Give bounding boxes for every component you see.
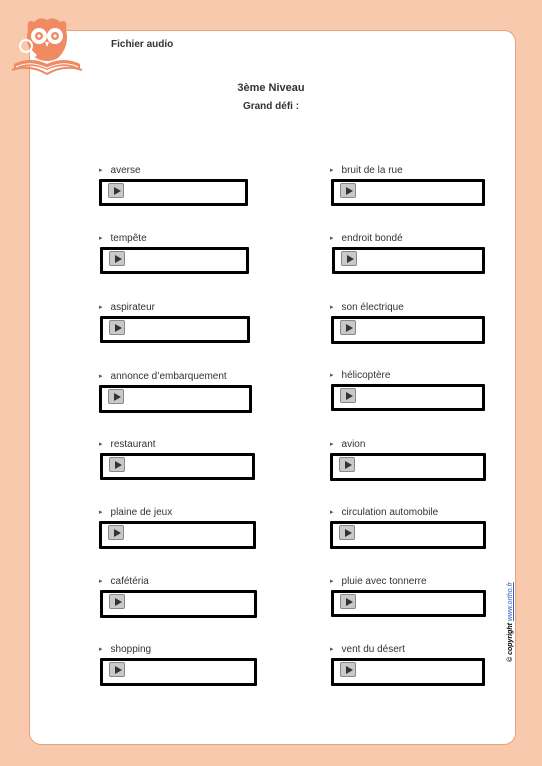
audio-item [330, 302, 490, 352]
play-icon[interactable] [108, 525, 124, 540]
item-label-wrap [99, 302, 155, 313]
play-icon[interactable] [340, 662, 356, 677]
item-label-wrap [99, 165, 141, 176]
play-icon[interactable] [341, 251, 357, 266]
play-icon[interactable] [109, 457, 125, 472]
audio-player[interactable] [331, 590, 486, 617]
item-label: aspirateur [110, 302, 155, 313]
triangle-bullet-icon: ▸ [99, 304, 103, 311]
item-label-wrap [330, 644, 405, 655]
item-label: shopping [110, 644, 152, 655]
audio-item [99, 439, 259, 489]
triangle-bullet-icon: ▸ [99, 373, 103, 380]
play-icon[interactable] [109, 251, 125, 266]
item-label-wrap [330, 302, 404, 313]
audio-item [330, 576, 490, 626]
play-icon[interactable] [339, 457, 355, 472]
audio-item [330, 507, 490, 557]
subtitle: Grand défi : [242, 101, 300, 112]
play-icon[interactable] [108, 389, 124, 404]
audio-item [330, 644, 490, 694]
triangle-bullet-icon: ▸ [99, 167, 103, 174]
level-title: 3ème Niveau [237, 82, 305, 94]
audio-item [99, 576, 259, 626]
audio-item [99, 233, 259, 283]
play-icon[interactable] [108, 183, 124, 198]
play-icon[interactable] [340, 183, 356, 198]
item-label: cafétéria [110, 576, 149, 587]
item-label-wrap [99, 439, 156, 450]
triangle-bullet-icon: ▸ [99, 646, 103, 653]
item-label-wrap [99, 644, 151, 655]
play-icon[interactable] [109, 594, 125, 609]
audio-item [330, 165, 490, 215]
audio-player[interactable] [100, 658, 257, 686]
audio-item [99, 371, 259, 421]
audio-player[interactable] [100, 590, 257, 618]
audio-player[interactable] [99, 521, 256, 549]
audio-player[interactable] [331, 658, 485, 686]
triangle-bullet-icon: ▸ [330, 304, 334, 311]
triangle-bullet-icon: ▸ [330, 167, 334, 174]
audio-item [330, 233, 490, 283]
triangle-bullet-icon: ▸ [330, 578, 334, 585]
triangle-bullet-icon: ▸ [330, 235, 334, 242]
audio-item [99, 302, 259, 352]
play-icon[interactable] [109, 320, 125, 335]
audio-player[interactable] [100, 453, 255, 480]
item-label-wrap [99, 576, 149, 587]
item-label-wrap [99, 233, 147, 244]
play-icon[interactable] [340, 388, 356, 403]
item-label-wrap [330, 233, 403, 244]
item-label: avion [341, 439, 366, 450]
item-label-wrap [99, 507, 172, 518]
item-label: bruit de la rue [341, 165, 403, 176]
audio-player[interactable] [330, 453, 486, 481]
play-icon[interactable] [340, 320, 356, 335]
triangle-bullet-icon: ▸ [99, 441, 103, 448]
play-icon[interactable] [109, 662, 125, 677]
audio-player[interactable] [330, 521, 486, 549]
play-icon[interactable] [339, 525, 355, 540]
item-label-wrap [330, 370, 390, 381]
audio-player[interactable] [331, 384, 485, 411]
triangle-bullet-icon: ▸ [99, 578, 103, 585]
triangle-bullet-icon: ▸ [330, 646, 334, 653]
item-label: vent du désert [341, 644, 405, 655]
item-label: averse [110, 165, 141, 176]
audio-player[interactable] [331, 179, 485, 206]
item-label-wrap [330, 165, 403, 176]
triangle-bullet-icon: ▸ [99, 509, 103, 516]
triangle-bullet-icon: ▸ [330, 441, 334, 448]
item-label-wrap [99, 371, 227, 382]
owl-logo-icon [8, 12, 86, 82]
item-label-wrap [330, 576, 427, 587]
audio-item [99, 165, 259, 215]
item-label-wrap [330, 507, 438, 518]
audio-player[interactable] [331, 316, 485, 344]
triangle-bullet-icon: ▸ [330, 372, 334, 379]
item-label: endroit bondé [341, 233, 403, 244]
audio-item [330, 370, 490, 420]
copyright-link[interactable]: www.ortho.fr [507, 582, 514, 622]
header-label: Fichier audio [111, 39, 174, 50]
item-label: pluie avec tonnerre [341, 576, 427, 587]
audio-player[interactable] [100, 247, 249, 274]
item-label: plaine de jeux [110, 507, 173, 518]
item-label: restaurant [110, 439, 156, 450]
triangle-bullet-icon: ▸ [99, 235, 103, 242]
audio-item [330, 439, 490, 489]
audio-player[interactable] [99, 179, 248, 206]
audio-player[interactable] [99, 385, 252, 413]
play-icon[interactable] [340, 594, 356, 609]
audio-item [99, 507, 259, 557]
audio-player[interactable] [100, 316, 250, 343]
item-label: annonce d’embarquement [110, 371, 227, 382]
copyright-notice [507, 582, 514, 662]
audio-player[interactable] [332, 247, 485, 274]
item-label: son électrique [341, 302, 404, 313]
item-label: hélicoptère [341, 370, 391, 381]
triangle-bullet-icon: ▸ [330, 509, 334, 516]
item-label: tempête [110, 233, 147, 244]
audio-item [99, 644, 259, 694]
item-label: circulation automobile [341, 507, 439, 518]
item-label-wrap [330, 439, 365, 450]
copyright-label: © copyright [507, 623, 514, 662]
